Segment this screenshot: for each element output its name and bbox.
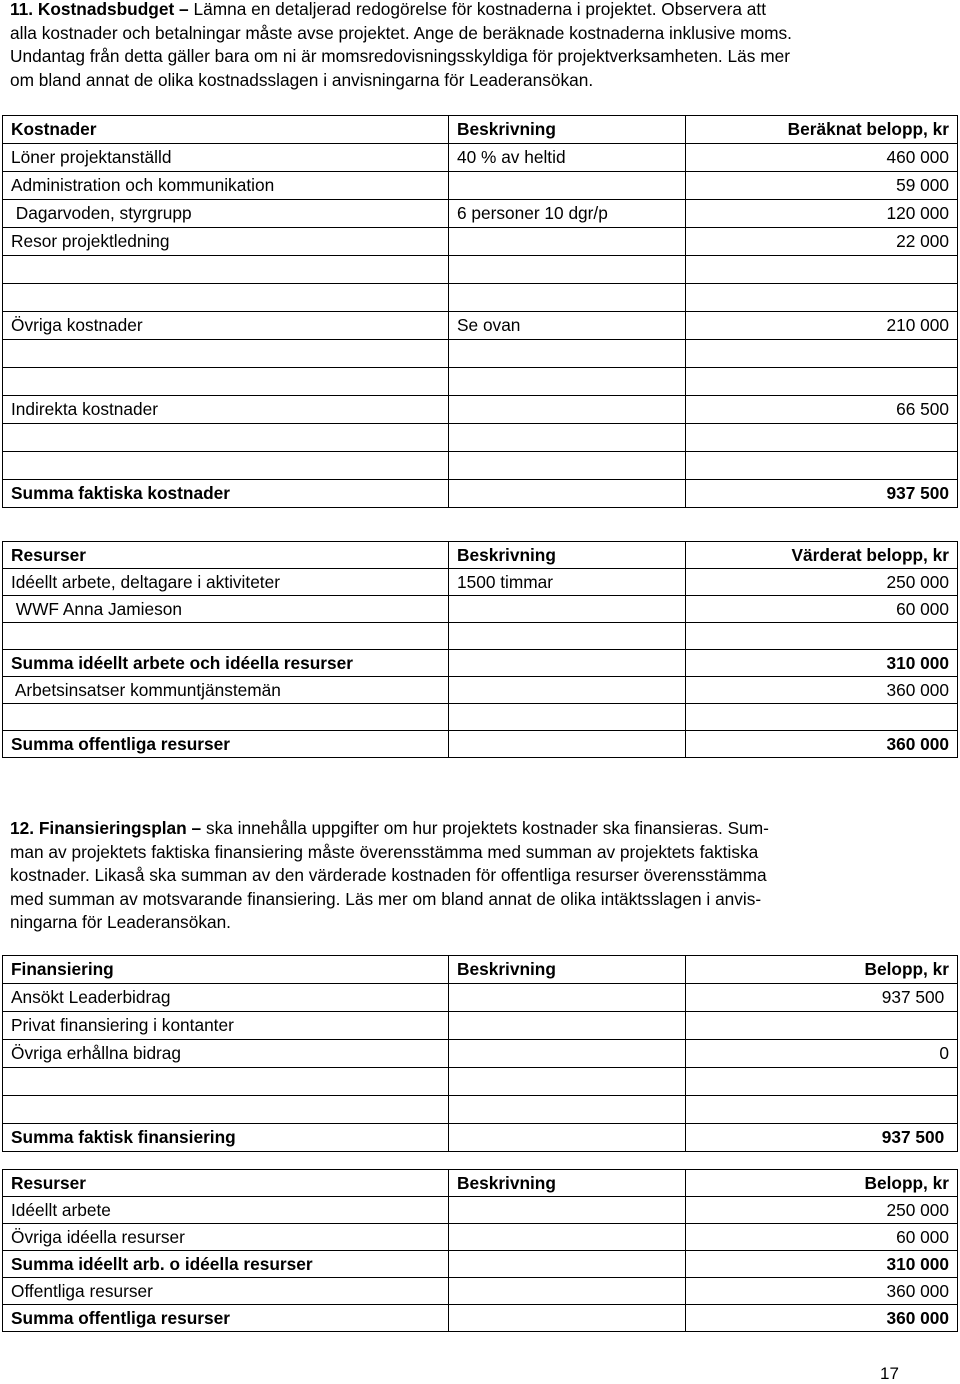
table-cell <box>686 704 958 731</box>
table-header-row <box>3 956 958 984</box>
table-cell: Summa faktiska kostnader <box>3 480 449 508</box>
table-cell <box>3 424 449 452</box>
table-cell <box>449 1012 686 1040</box>
table-cell <box>686 1068 958 1096</box>
section-12-line-1-text: ska innehålla uppgifter om hur projektets kostnader ska finansieras. Sum- <box>205 818 769 838</box>
table-cell <box>449 368 686 396</box>
table-cell <box>449 284 686 312</box>
table-header-cell: Kostnader <box>3 116 449 144</box>
table-row <box>3 650 958 677</box>
section-12-line-2: man av projektets faktiska finansiering måste överensstämma med summan av projektets faktiska <box>10 841 759 862</box>
table-row <box>3 731 958 758</box>
table-cell: Privat finansiering i kontanter <box>3 1012 449 1040</box>
table-cell: Summa idéellt arb. o idéella resurser <box>3 1251 449 1278</box>
table-cell: 360 000 <box>686 677 958 704</box>
table-cell <box>3 340 449 368</box>
table-row <box>3 340 958 368</box>
table-cell <box>3 1068 449 1096</box>
table-row <box>3 984 958 1012</box>
section-11-line-4: om bland annat de olika kostnadsslagen i anvisningarna för Leaderansökan. <box>10 69 594 90</box>
table-cell: 250 000 <box>686 1197 958 1224</box>
resources-2-table-body <box>3 1170 958 1332</box>
table-cell <box>449 731 686 758</box>
table-row <box>3 596 958 623</box>
financing-table-body <box>3 956 958 1152</box>
section-11-dash: – <box>179 0 189 19</box>
section-12-intro <box>10 817 890 935</box>
table-row <box>3 424 958 452</box>
table-cell: Summa faktisk finansiering <box>3 1124 449 1152</box>
table-cell <box>449 1305 686 1332</box>
table-header-row <box>3 116 958 144</box>
table-cell <box>3 452 449 480</box>
table-cell <box>686 340 958 368</box>
section-12-line-1 <box>10 817 890 841</box>
costs-table-body <box>3 116 958 508</box>
table-header-cell: Värderat belopp, kr <box>686 542 958 569</box>
table-row <box>3 1278 958 1305</box>
section-12-number: 12. <box>10 818 35 838</box>
table-row <box>3 1224 958 1251</box>
table-cell: Summa offentliga resurser <box>3 731 449 758</box>
table-cell <box>449 984 686 1012</box>
table-cell: Idéellt arbete, deltagare i aktiviteter <box>3 569 449 596</box>
costs-table <box>2 115 958 508</box>
table-cell: 66 500 <box>686 396 958 424</box>
table-cell <box>3 284 449 312</box>
table-row <box>3 396 958 424</box>
table-cell <box>449 172 686 200</box>
table-cell: 1500 timmar <box>449 569 686 596</box>
table-row <box>3 1197 958 1224</box>
table-cell: Arbetsinsatser kommuntjänstemän <box>3 677 449 704</box>
table-cell <box>449 1124 686 1152</box>
table-header-cell: Beskrivning <box>449 956 686 984</box>
table-row <box>3 1305 958 1332</box>
table-header-cell: Belopp, kr <box>686 1170 958 1197</box>
table-cell <box>3 704 449 731</box>
table-cell <box>449 623 686 650</box>
table-cell: 60 000 <box>686 1224 958 1251</box>
table-row <box>3 569 958 596</box>
table-cell <box>449 480 686 508</box>
table-cell: 360 000 <box>686 731 958 758</box>
table-cell <box>686 424 958 452</box>
section-12-line-3: kostnader. Likaså ska summan av den värderade kostnaden för offentliga resurser överensstämma <box>10 865 767 885</box>
table-cell <box>449 704 686 731</box>
table-row <box>3 677 958 704</box>
financing-table <box>2 955 958 1152</box>
table-cell <box>449 1096 686 1124</box>
table-cell: Övriga idéella resurser <box>3 1224 449 1251</box>
table-cell: 360 000 <box>686 1305 958 1332</box>
table-cell <box>449 1040 686 1068</box>
table-header-cell: Resurser <box>3 1170 449 1197</box>
table-cell: 210 000 <box>686 312 958 340</box>
section-11-line-2: alla kostnader och betalningar måste avse projektet. Ange de beräknade kostnaderna inklusive moms. <box>10 22 792 43</box>
table-header-row <box>3 542 958 569</box>
table-cell: 250 000 <box>686 569 958 596</box>
table-cell: 120 000 <box>686 200 958 228</box>
table-cell: Summa idéellt arbete och idéella resurser <box>3 650 449 677</box>
table-cell <box>3 1096 449 1124</box>
table-header-cell: Finansiering <box>3 956 449 984</box>
table-cell: WWF Anna Jamieson <box>3 596 449 623</box>
table-cell: 310 000 <box>686 1251 958 1278</box>
table-row <box>3 228 958 256</box>
table-cell <box>449 424 686 452</box>
table-header-cell: Resurser <box>3 542 449 569</box>
table-cell: 6 personer 10 dgr/p <box>449 200 686 228</box>
table-header-cell: Beräknat belopp, kr <box>686 116 958 144</box>
section-11-line-1 <box>10 0 910 22</box>
table-cell: 937 500 <box>686 984 958 1012</box>
table-cell: Se ovan <box>449 312 686 340</box>
table-cell: Idéellt arbete <box>3 1197 449 1224</box>
table-cell <box>449 396 686 424</box>
table-cell <box>686 368 958 396</box>
section-12-line-4: med summan av motsvarande finansiering. Läs mer om bland annat de olika intäktsslagen i anvis- <box>10 888 762 909</box>
table-cell: 0 <box>686 1040 958 1068</box>
table-row <box>3 452 958 480</box>
table-cell <box>686 452 958 480</box>
table-cell <box>449 340 686 368</box>
table-row <box>3 172 958 200</box>
table-header-cell: Beskrivning <box>449 542 686 569</box>
table-cell <box>449 256 686 284</box>
table-cell: 310 000 <box>686 650 958 677</box>
table-row <box>3 284 958 312</box>
table-cell <box>449 677 686 704</box>
table-cell: 360 000 <box>686 1278 958 1305</box>
table-cell: Dagarvoden, styrgrupp <box>3 200 449 228</box>
table-row <box>3 144 958 172</box>
table-cell: 40 % av heltid <box>449 144 686 172</box>
table-row <box>3 704 958 731</box>
table-header-cell: Beskrivning <box>449 116 686 144</box>
table-row <box>3 256 958 284</box>
table-cell <box>449 650 686 677</box>
table-cell <box>3 368 449 396</box>
table-cell: Övriga kostnader <box>3 312 449 340</box>
table-cell <box>686 284 958 312</box>
table-cell <box>449 1068 686 1096</box>
section-11-intro <box>10 0 910 92</box>
table-row <box>3 1251 958 1278</box>
table-header-cell: Beskrivning <box>449 1170 686 1197</box>
table-row <box>3 623 958 650</box>
table-cell <box>449 228 686 256</box>
table-row <box>3 1040 958 1068</box>
table-cell <box>449 1251 686 1278</box>
table-row <box>3 368 958 396</box>
table-cell: Indirekta kostnader <box>3 396 449 424</box>
table-cell: 22 000 <box>686 228 958 256</box>
table-cell <box>686 1012 958 1040</box>
table-cell <box>686 1096 958 1124</box>
table-cell <box>449 1224 686 1251</box>
table-cell <box>449 1197 686 1224</box>
section-11-line-3: Undantag från detta gäller bara om ni är momsredovisningsskyldiga för projektverksamheten. Läs mer <box>10 46 790 66</box>
section-12-line-5: ningarna för Leaderansökan. <box>10 912 231 932</box>
table-row <box>3 480 958 508</box>
table-cell <box>3 256 449 284</box>
table-row <box>3 1068 958 1096</box>
table-cell: Löner projektanställd <box>3 144 449 172</box>
section-11-number: 11. <box>10 0 34 19</box>
table-cell <box>3 623 449 650</box>
resources-table <box>2 541 958 758</box>
table-cell <box>449 452 686 480</box>
table-cell: 937 500 <box>686 1124 958 1152</box>
table-cell: 60 000 <box>686 596 958 623</box>
table-cell <box>686 623 958 650</box>
table-header-row <box>3 1170 958 1197</box>
table-row <box>3 200 958 228</box>
table-cell: 59 000 <box>686 172 958 200</box>
table-cell: Resor projektledning <box>3 228 449 256</box>
table-cell: Offentliga resurser <box>3 1278 449 1305</box>
table-cell: 937 500 <box>686 480 958 508</box>
table-row <box>3 1124 958 1152</box>
section-11-title: Kostnadsbudget <box>37 0 175 19</box>
table-cell: Administration och kommunikation <box>3 172 449 200</box>
resources-2-table <box>2 1169 958 1332</box>
page-number: 17 <box>880 1364 899 1383</box>
table-row <box>3 312 958 340</box>
section-12-dash: – <box>191 818 202 838</box>
table-cell: 460 000 <box>686 144 958 172</box>
section-12-title: Finansieringsplan <box>38 818 187 838</box>
table-cell: Övriga erhållna bidrag <box>3 1040 449 1068</box>
table-cell <box>686 256 958 284</box>
table-row <box>3 1096 958 1124</box>
table-header-cell: Belopp, kr <box>686 956 958 984</box>
table-cell: Summa offentliga resurser <box>3 1305 449 1332</box>
table-cell: Ansökt Leaderbidrag <box>3 984 449 1012</box>
table-cell <box>449 1278 686 1305</box>
table-cell <box>449 596 686 623</box>
resources-table-body <box>3 542 958 758</box>
section-11-line-1-text: Lämna en detaljerad redogörelse för kostnaderna i projektet. Observera att <box>193 0 767 19</box>
table-row <box>3 1012 958 1040</box>
